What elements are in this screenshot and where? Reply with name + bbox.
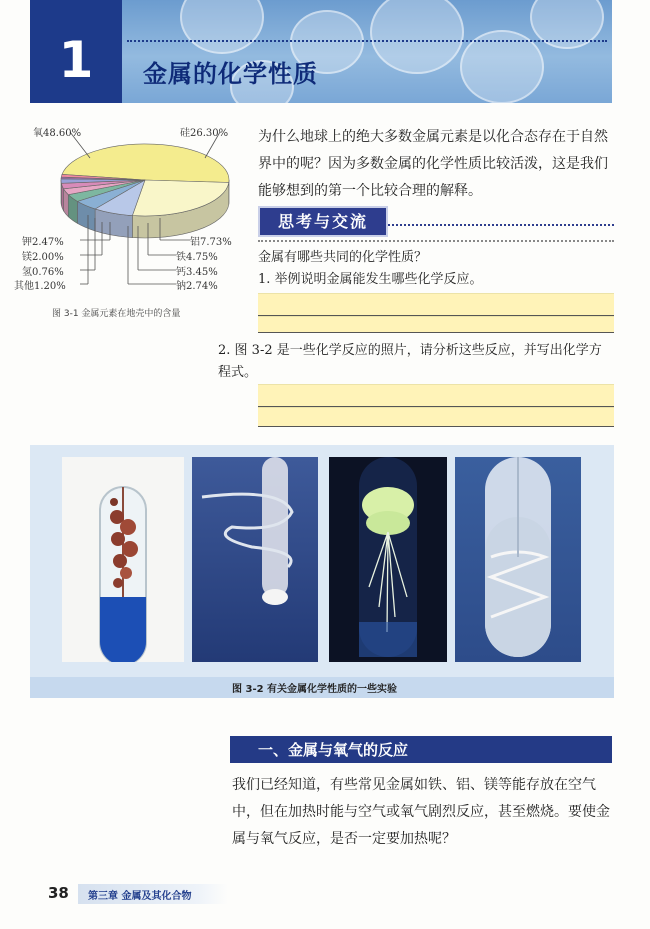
section-title: 一、金属与氧气的反应 [258, 741, 409, 759]
answer-line [258, 426, 614, 427]
figure-3-1-caption: 图 3-1 金属元素在地壳中的含量 [52, 309, 181, 319]
pie-label-iron: 铁4.75% [176, 252, 218, 263]
think-divider [384, 224, 614, 226]
answer-area-1b [258, 316, 614, 333]
pie-label-magnesium: 镁2.00% [22, 252, 64, 263]
section-paragraph: 我们已经知道，有些常见金属如铁、铝、镁等能存放在空气中，但在加热时能与空气或氧气剧烈反应，甚至燃烧。要使金属与氧气反应，是否一定要加热呢？ [232, 777, 610, 847]
photo-silver-tree [329, 457, 447, 662]
intro-paragraph: 为什么地球上的绝大多数金属元素是以化合态存在于自然界中的呢？因为多数金属的化学性质比较活泼，这是我们能够想到的第一个比较合理的解释。 [258, 129, 608, 199]
think-prompt: 金属有哪些共同的化学性质？ [258, 250, 428, 265]
answer-line [258, 332, 614, 333]
pie-label-other: 其他1.20% [14, 281, 66, 292]
question-2: 2. 图 3-2 是一些化学反应的照片，请分析这些反应，并写出化学方程式。 [218, 343, 602, 380]
page-number: 38 [48, 884, 69, 902]
pie-label-sodium: 钠2.74% [176, 281, 218, 292]
pie-label-calcium: 钙3.45% [176, 267, 218, 278]
answer-area-2a [258, 384, 614, 407]
think-divider-lower [258, 240, 614, 242]
answer-area-2b [258, 407, 614, 426]
pie-label-oxygen: 氧48.60% [33, 128, 82, 139]
chapter-number: 1 [58, 31, 94, 89]
header-divider [127, 40, 607, 42]
pie-label-aluminum: 铝7.73% [190, 237, 232, 248]
photo-coil-in-tube [455, 457, 581, 662]
photo-heated-wire [192, 457, 318, 662]
page-title: 金属的化学性质 [143, 60, 318, 88]
question-1: 1. 举例说明金属能发生哪些化学反应。 [258, 272, 483, 287]
pie-label-silicon: 硅26.30% [180, 128, 229, 139]
think-discuss-tag: 思考与交流 [258, 206, 388, 237]
figure-3-2-caption: 图 3-2 有关金属化学性质的一些实验 [232, 684, 398, 695]
pie-label-hydrogen: 氢0.76% [22, 267, 64, 278]
footer-chapter-label: 第三章 金属及其化合物 [88, 891, 192, 902]
answer-area-1a [258, 293, 614, 316]
photo-copper-in-solution [62, 457, 184, 662]
pie-label-potassium: 钾2.47% [22, 237, 64, 248]
